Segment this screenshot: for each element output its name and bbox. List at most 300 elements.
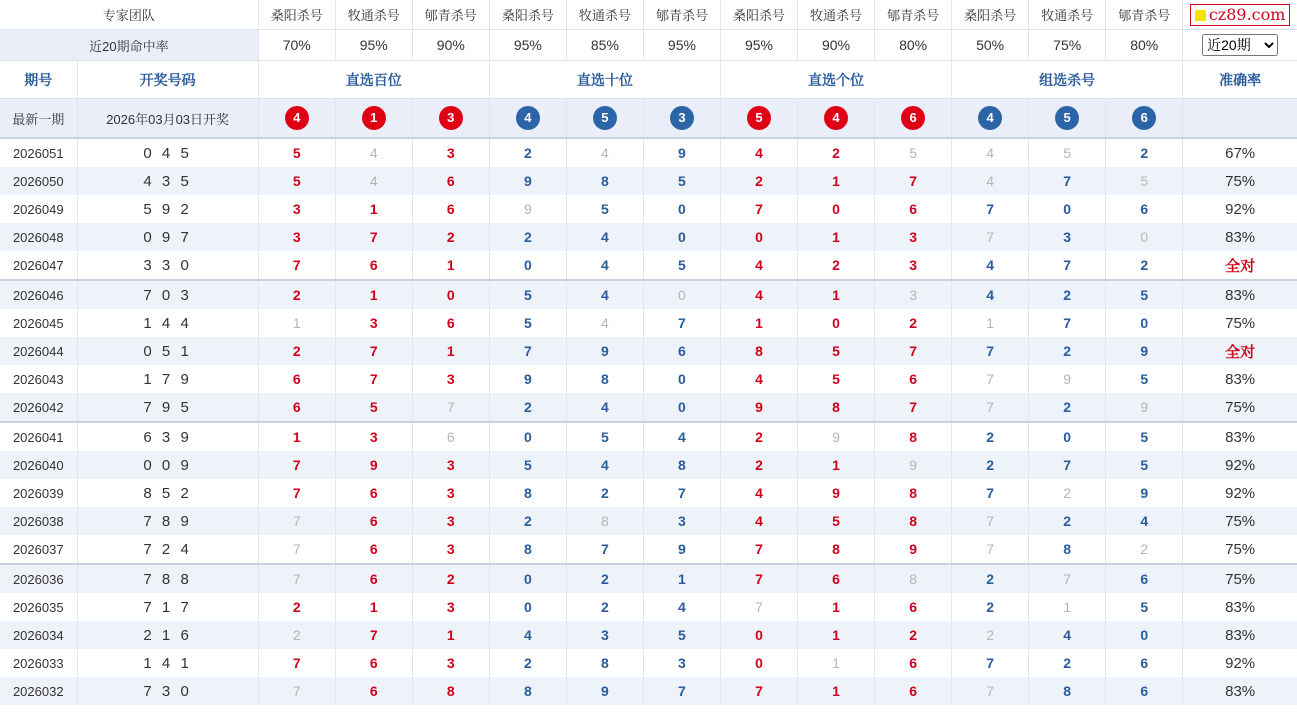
accuracy-value: 92% [1225, 200, 1256, 218]
kill-number: 4 [720, 251, 797, 280]
kill-number: 1 [412, 621, 489, 649]
kill-number: 1 [335, 195, 412, 223]
draw-numbers: 7 8 8 [77, 564, 258, 593]
latest-ball-cell [335, 99, 412, 139]
hit-rate: 90% [798, 30, 875, 61]
latest-issue-row [0, 99, 1297, 139]
kill-number: 2 [258, 337, 335, 365]
kill-number: 3 [643, 649, 720, 677]
latest-ball-cell [412, 99, 489, 139]
kill-number: 7 [1029, 564, 1106, 593]
kill-number: 2 [720, 422, 797, 451]
accuracy-value: 83% [1183, 422, 1297, 451]
draw-numbers: 6 3 9 [77, 422, 258, 451]
kill-number: 9 [1106, 393, 1183, 422]
kill-number: 9 [489, 365, 566, 393]
kill-number: 7 [335, 621, 412, 649]
latest-accuracy-cell [1183, 99, 1297, 139]
kill-number: 2 [1029, 280, 1106, 309]
kill-number: 7 [952, 365, 1029, 393]
kill-number: 3 [258, 223, 335, 251]
kill-number: 3 [412, 365, 489, 393]
kill-number: 0 [720, 621, 797, 649]
kill-number: 4 [1029, 621, 1106, 649]
number-ball: 5 [747, 106, 771, 130]
number-ball: 6 [1132, 106, 1156, 130]
kill-number: 6 [335, 479, 412, 507]
kill-number: 3 [412, 649, 489, 677]
kill-number: 7 [1029, 309, 1106, 337]
kill-number: 7 [720, 593, 797, 621]
issue-number: 2026045 [0, 309, 77, 337]
kill-number: 7 [1029, 451, 1106, 479]
table-row [0, 337, 1297, 365]
expert-name: 郇青杀号 [875, 0, 952, 30]
kill-number: 2 [1029, 337, 1106, 365]
draw-numbers: 4 3 5 [77, 167, 258, 195]
kill-number: 2 [489, 138, 566, 167]
kill-number: 5 [1106, 451, 1183, 479]
issue-number: 2026036 [0, 564, 77, 593]
kill-number: 0 [1106, 621, 1183, 649]
number-ball: 4 [824, 106, 848, 130]
kill-number: 4 [952, 138, 1029, 167]
column-header-row [0, 61, 1297, 99]
col-draw: 开奖号码 [77, 61, 258, 99]
col-group-tens: 直选十位 [489, 61, 720, 99]
kill-number: 5 [643, 621, 720, 649]
number-ball: 5 [593, 106, 617, 130]
hit-rate: 90% [412, 30, 489, 61]
kill-number: 3 [412, 451, 489, 479]
col-group-combo: 组选杀号 [952, 61, 1183, 99]
kill-number: 4 [720, 365, 797, 393]
issue-number: 2026046 [0, 280, 77, 309]
kill-number: 8 [566, 167, 643, 195]
kill-number: 2 [1106, 251, 1183, 280]
kill-number: 2 [1106, 138, 1183, 167]
kill-number: 5 [1106, 365, 1183, 393]
kill-number: 6 [412, 195, 489, 223]
kill-number: 2 [412, 564, 489, 593]
kill-number: 1 [412, 251, 489, 280]
accuracy-value: 全对 [1225, 257, 1256, 275]
kill-number: 1 [412, 337, 489, 365]
accuracy-value: 83% [1183, 280, 1297, 309]
kill-number: 6 [335, 507, 412, 535]
issue-number: 2026049 [0, 195, 77, 223]
kill-number: 4 [335, 167, 412, 195]
col-group-units: 直选个位 [720, 61, 951, 99]
kill-number: 5 [566, 422, 643, 451]
expert-name: 郇青杀号 [412, 0, 489, 30]
kill-number: 7 [952, 535, 1029, 564]
kill-number: 7 [335, 223, 412, 251]
kill-number: 7 [643, 677, 720, 705]
kill-number: 7 [335, 337, 412, 365]
draw-numbers: 7 9 5 [77, 393, 258, 422]
kill-number: 2 [798, 138, 875, 167]
kill-number: 5 [1106, 422, 1183, 451]
expert-name: 牧通杀号 [335, 0, 412, 30]
kill-number: 7 [412, 393, 489, 422]
issue-number: 2026039 [0, 479, 77, 507]
kill-number: 7 [258, 649, 335, 677]
expert-name: 桑阳杀号 [258, 0, 335, 30]
kill-number: 3 [875, 280, 952, 309]
hit-rate: 95% [643, 30, 720, 61]
latest-ball-cell [952, 99, 1029, 139]
kill-number: 2 [258, 621, 335, 649]
kill-number: 7 [1029, 251, 1106, 280]
kill-number: 6 [643, 337, 720, 365]
period-select[interactable] [1202, 34, 1278, 56]
kill-number: 6 [1106, 649, 1183, 677]
kill-number: 2 [1029, 479, 1106, 507]
kill-number: 7 [952, 677, 1029, 705]
table-row [0, 251, 1297, 280]
kill-number: 8 [643, 451, 720, 479]
kill-number: 6 [335, 649, 412, 677]
issue-number: 2026051 [0, 138, 77, 167]
table-row [0, 535, 1297, 564]
kill-number: 2 [875, 309, 952, 337]
kill-number: 6 [798, 564, 875, 593]
kill-number: 2 [566, 564, 643, 593]
number-ball: 6 [901, 106, 925, 130]
kill-number: 5 [1029, 138, 1106, 167]
issue-number: 2026033 [0, 649, 77, 677]
kill-number: 0 [643, 280, 720, 309]
kill-number: 5 [798, 337, 875, 365]
kill-number: 1 [643, 564, 720, 593]
table-row [0, 677, 1297, 705]
kill-number: 4 [335, 138, 412, 167]
kill-number: 6 [258, 393, 335, 422]
kill-number: 2 [1106, 535, 1183, 564]
issue-number: 2026034 [0, 621, 77, 649]
kill-number: 3 [566, 621, 643, 649]
kill-number: 2 [952, 593, 1029, 621]
kill-number: 1 [798, 280, 875, 309]
expert-name: 桑阳杀号 [952, 0, 1029, 30]
hit-rate: 95% [335, 30, 412, 61]
kill-number: 2 [952, 564, 1029, 593]
hit-rate-label: 近20期命中率 [0, 30, 258, 61]
latest-ball-cell [875, 99, 952, 139]
kill-number: 5 [875, 138, 952, 167]
kill-number: 7 [566, 535, 643, 564]
accuracy-value: 75% [1225, 314, 1256, 332]
draw-numbers: 3 3 0 [77, 251, 258, 280]
kill-number: 9 [798, 422, 875, 451]
kill-number: 0 [643, 365, 720, 393]
kill-number: 2 [566, 593, 643, 621]
accuracy-value: 75% [1225, 540, 1256, 558]
kill-number: 7 [489, 337, 566, 365]
kill-number: 1 [258, 309, 335, 337]
latest-ball-cell [720, 99, 797, 139]
kill-number: 2 [720, 167, 797, 195]
kill-number: 9 [489, 195, 566, 223]
kill-number: 8 [1029, 535, 1106, 564]
kill-number: 1 [798, 677, 875, 705]
kill-number: 7 [875, 393, 952, 422]
issue-number: 2026044 [0, 337, 77, 365]
table-row [0, 451, 1297, 479]
logo-text: cz89.com [1208, 4, 1286, 24]
table-row [0, 621, 1297, 649]
kill-number: 5 [335, 393, 412, 422]
kill-number: 7 [258, 251, 335, 280]
kill-number: 7 [720, 564, 797, 593]
kill-number: 3 [1029, 223, 1106, 251]
kill-number: 4 [952, 280, 1029, 309]
kill-number: 4 [566, 451, 643, 479]
kill-number: 7 [258, 677, 335, 705]
kill-number: 2 [952, 422, 1029, 451]
draw-numbers: 5 9 2 [77, 195, 258, 223]
kill-number: 5 [258, 138, 335, 167]
kill-number: 7 [258, 479, 335, 507]
kill-number: 8 [412, 677, 489, 705]
kill-number: 5 [1106, 593, 1183, 621]
kill-number: 4 [566, 393, 643, 422]
kill-number: 4 [566, 138, 643, 167]
kill-number: 3 [412, 507, 489, 535]
kill-number: 1 [335, 593, 412, 621]
logo-cell [1183, 0, 1297, 30]
kill-number: 7 [952, 195, 1029, 223]
hit-rate: 70% [258, 30, 335, 61]
kill-number: 2 [412, 223, 489, 251]
kill-number: 5 [1106, 280, 1183, 309]
table-row [0, 422, 1297, 451]
hit-rate: 75% [1029, 30, 1106, 61]
kill-number: 9 [643, 535, 720, 564]
kill-number: 6 [1106, 195, 1183, 223]
table-row [0, 309, 1297, 337]
kill-number: 7 [258, 564, 335, 593]
kill-number: 9 [643, 138, 720, 167]
draw-numbers: 0 0 9 [77, 451, 258, 479]
hit-rate: 80% [875, 30, 952, 61]
kill-number: 1 [720, 309, 797, 337]
kill-number: 9 [798, 479, 875, 507]
issue-number: 2026041 [0, 422, 77, 451]
accuracy-value: 83% [1183, 223, 1297, 251]
accuracy-value: 75% [1183, 167, 1297, 195]
accuracy-value: 83% [1225, 598, 1256, 616]
issue-number: 2026050 [0, 167, 77, 195]
accuracy-value: 83% [1225, 370, 1256, 388]
kill-number: 7 [952, 223, 1029, 251]
logo-square-icon [1195, 10, 1206, 21]
hit-rate: 95% [720, 30, 797, 61]
kill-number: 5 [798, 507, 875, 535]
number-ball: 5 [1055, 106, 1079, 130]
latest-ball-cell [1029, 99, 1106, 139]
kill-number: 1 [798, 621, 875, 649]
kill-number: 5 [489, 451, 566, 479]
kill-number: 1 [798, 167, 875, 195]
hit-rate: 80% [1106, 30, 1183, 61]
kill-number: 5 [258, 167, 335, 195]
accuracy-value: 83% [1183, 621, 1297, 649]
latest-label: 最新一期 [0, 99, 77, 139]
team-label: 专家团队 [0, 0, 258, 30]
kill-number: 2 [952, 451, 1029, 479]
kill-number: 4 [566, 280, 643, 309]
latest-ball-cell [798, 99, 875, 139]
kill-number: 7 [643, 309, 720, 337]
kill-number: 4 [566, 223, 643, 251]
draw-numbers: 0 4 5 [77, 138, 258, 167]
accuracy-value: 92% [1225, 484, 1256, 502]
draw-numbers: 2 1 6 [77, 621, 258, 649]
issue-number: 2026040 [0, 451, 77, 479]
col-group-hundreds: 直选百位 [258, 61, 489, 99]
kill-number: 2 [720, 451, 797, 479]
kill-number: 6 [1106, 677, 1183, 705]
kill-number: 8 [489, 677, 566, 705]
kill-number: 0 [1106, 223, 1183, 251]
expert-name: 郇青杀号 [1106, 0, 1183, 30]
kill-number: 6 [875, 649, 952, 677]
kill-number: 6 [335, 251, 412, 280]
issue-number: 2026035 [0, 593, 77, 621]
kill-number: 1 [1029, 593, 1106, 621]
kill-number: 8 [489, 535, 566, 564]
draw-numbers: 0 9 7 [77, 223, 258, 251]
kill-number: 5 [643, 167, 720, 195]
kill-number: 4 [952, 167, 1029, 195]
kill-number: 4 [489, 621, 566, 649]
kill-number: 4 [1106, 507, 1183, 535]
kill-number: 8 [566, 365, 643, 393]
kill-number: 2 [1029, 649, 1106, 677]
table-row [0, 195, 1297, 223]
latest-ball-cell [643, 99, 720, 139]
table-row [0, 167, 1297, 195]
kill-number: 4 [643, 593, 720, 621]
number-ball: 3 [670, 106, 694, 130]
issue-number: 2026042 [0, 393, 77, 422]
kill-number: 0 [720, 223, 797, 251]
kill-number: 7 [952, 479, 1029, 507]
kill-number: 6 [1106, 564, 1183, 593]
accuracy-value: 75% [1183, 564, 1297, 593]
kill-number: 7 [720, 195, 797, 223]
kill-number: 0 [489, 593, 566, 621]
accuracy-value: 92% [1225, 654, 1256, 672]
kill-number: 2 [875, 621, 952, 649]
period-select-cell [1183, 30, 1297, 61]
latest-ball-cell [258, 99, 335, 139]
kill-number: 8 [566, 507, 643, 535]
expert-name: 郇青杀号 [643, 0, 720, 30]
kill-number: 3 [412, 479, 489, 507]
kill-number: 1 [258, 422, 335, 451]
accuracy-value: 67% [1225, 144, 1256, 162]
draw-numbers: 1 7 9 [77, 365, 258, 393]
accuracy-value: 83% [1183, 677, 1297, 705]
kill-number: 2 [489, 223, 566, 251]
kill-number: 4 [643, 422, 720, 451]
table-row [0, 280, 1297, 309]
table-row [0, 649, 1297, 677]
kill-number: 9 [566, 677, 643, 705]
latest-ball-cell [489, 99, 566, 139]
kill-number: 6 [412, 422, 489, 451]
issue-number: 2026048 [0, 223, 77, 251]
kill-number: 8 [875, 564, 952, 593]
expert-name: 桑阳杀号 [489, 0, 566, 30]
kill-number: 6 [875, 195, 952, 223]
draw-numbers: 7 3 0 [77, 677, 258, 705]
kill-number: 6 [875, 365, 952, 393]
kill-number: 2 [258, 593, 335, 621]
accuracy-value: 75% [1183, 393, 1297, 422]
kill-number: 2 [798, 251, 875, 280]
kill-number: 8 [875, 507, 952, 535]
kill-number: 8 [798, 393, 875, 422]
kill-number: 0 [489, 422, 566, 451]
kill-number: 2 [489, 507, 566, 535]
issue-number: 2026037 [0, 535, 77, 564]
kill-number: 4 [720, 479, 797, 507]
kill-number: 3 [643, 507, 720, 535]
table-row [0, 593, 1297, 621]
expert-names-row [0, 0, 1297, 30]
kill-number: 7 [875, 337, 952, 365]
kill-number: 5 [489, 280, 566, 309]
expert-name: 牧通杀号 [1029, 0, 1106, 30]
number-ball: 4 [285, 106, 309, 130]
draw-numbers: 7 8 9 [77, 507, 258, 535]
kill-number: 8 [875, 479, 952, 507]
kill-number: 6 [875, 593, 952, 621]
accuracy-value: 92% [1183, 451, 1297, 479]
table-row [0, 138, 1297, 167]
kill-number: 8 [798, 535, 875, 564]
kill-number: 1 [335, 280, 412, 309]
kill-number: 9 [1029, 365, 1106, 393]
kill-number: 5 [1106, 167, 1183, 195]
kill-number: 2 [952, 621, 1029, 649]
kill-number: 6 [335, 564, 412, 593]
table-row [0, 507, 1297, 535]
site-logo[interactable] [1190, 4, 1291, 26]
kill-number: 7 [335, 365, 412, 393]
kill-number: 1 [798, 451, 875, 479]
expert-name: 牧通杀号 [566, 0, 643, 30]
kill-number: 8 [566, 649, 643, 677]
expert-name: 桑阳杀号 [720, 0, 797, 30]
kill-number: 0 [1029, 422, 1106, 451]
table-row [0, 365, 1297, 393]
kill-number: 8 [875, 422, 952, 451]
kill-number: 5 [643, 251, 720, 280]
kill-number: 7 [952, 649, 1029, 677]
kill-number: 4 [720, 138, 797, 167]
kill-number: 1 [952, 309, 1029, 337]
kill-number: 7 [258, 451, 335, 479]
kill-number: 9 [875, 535, 952, 564]
kill-number: 0 [643, 195, 720, 223]
kill-number: 9 [335, 451, 412, 479]
kill-number: 6 [875, 677, 952, 705]
